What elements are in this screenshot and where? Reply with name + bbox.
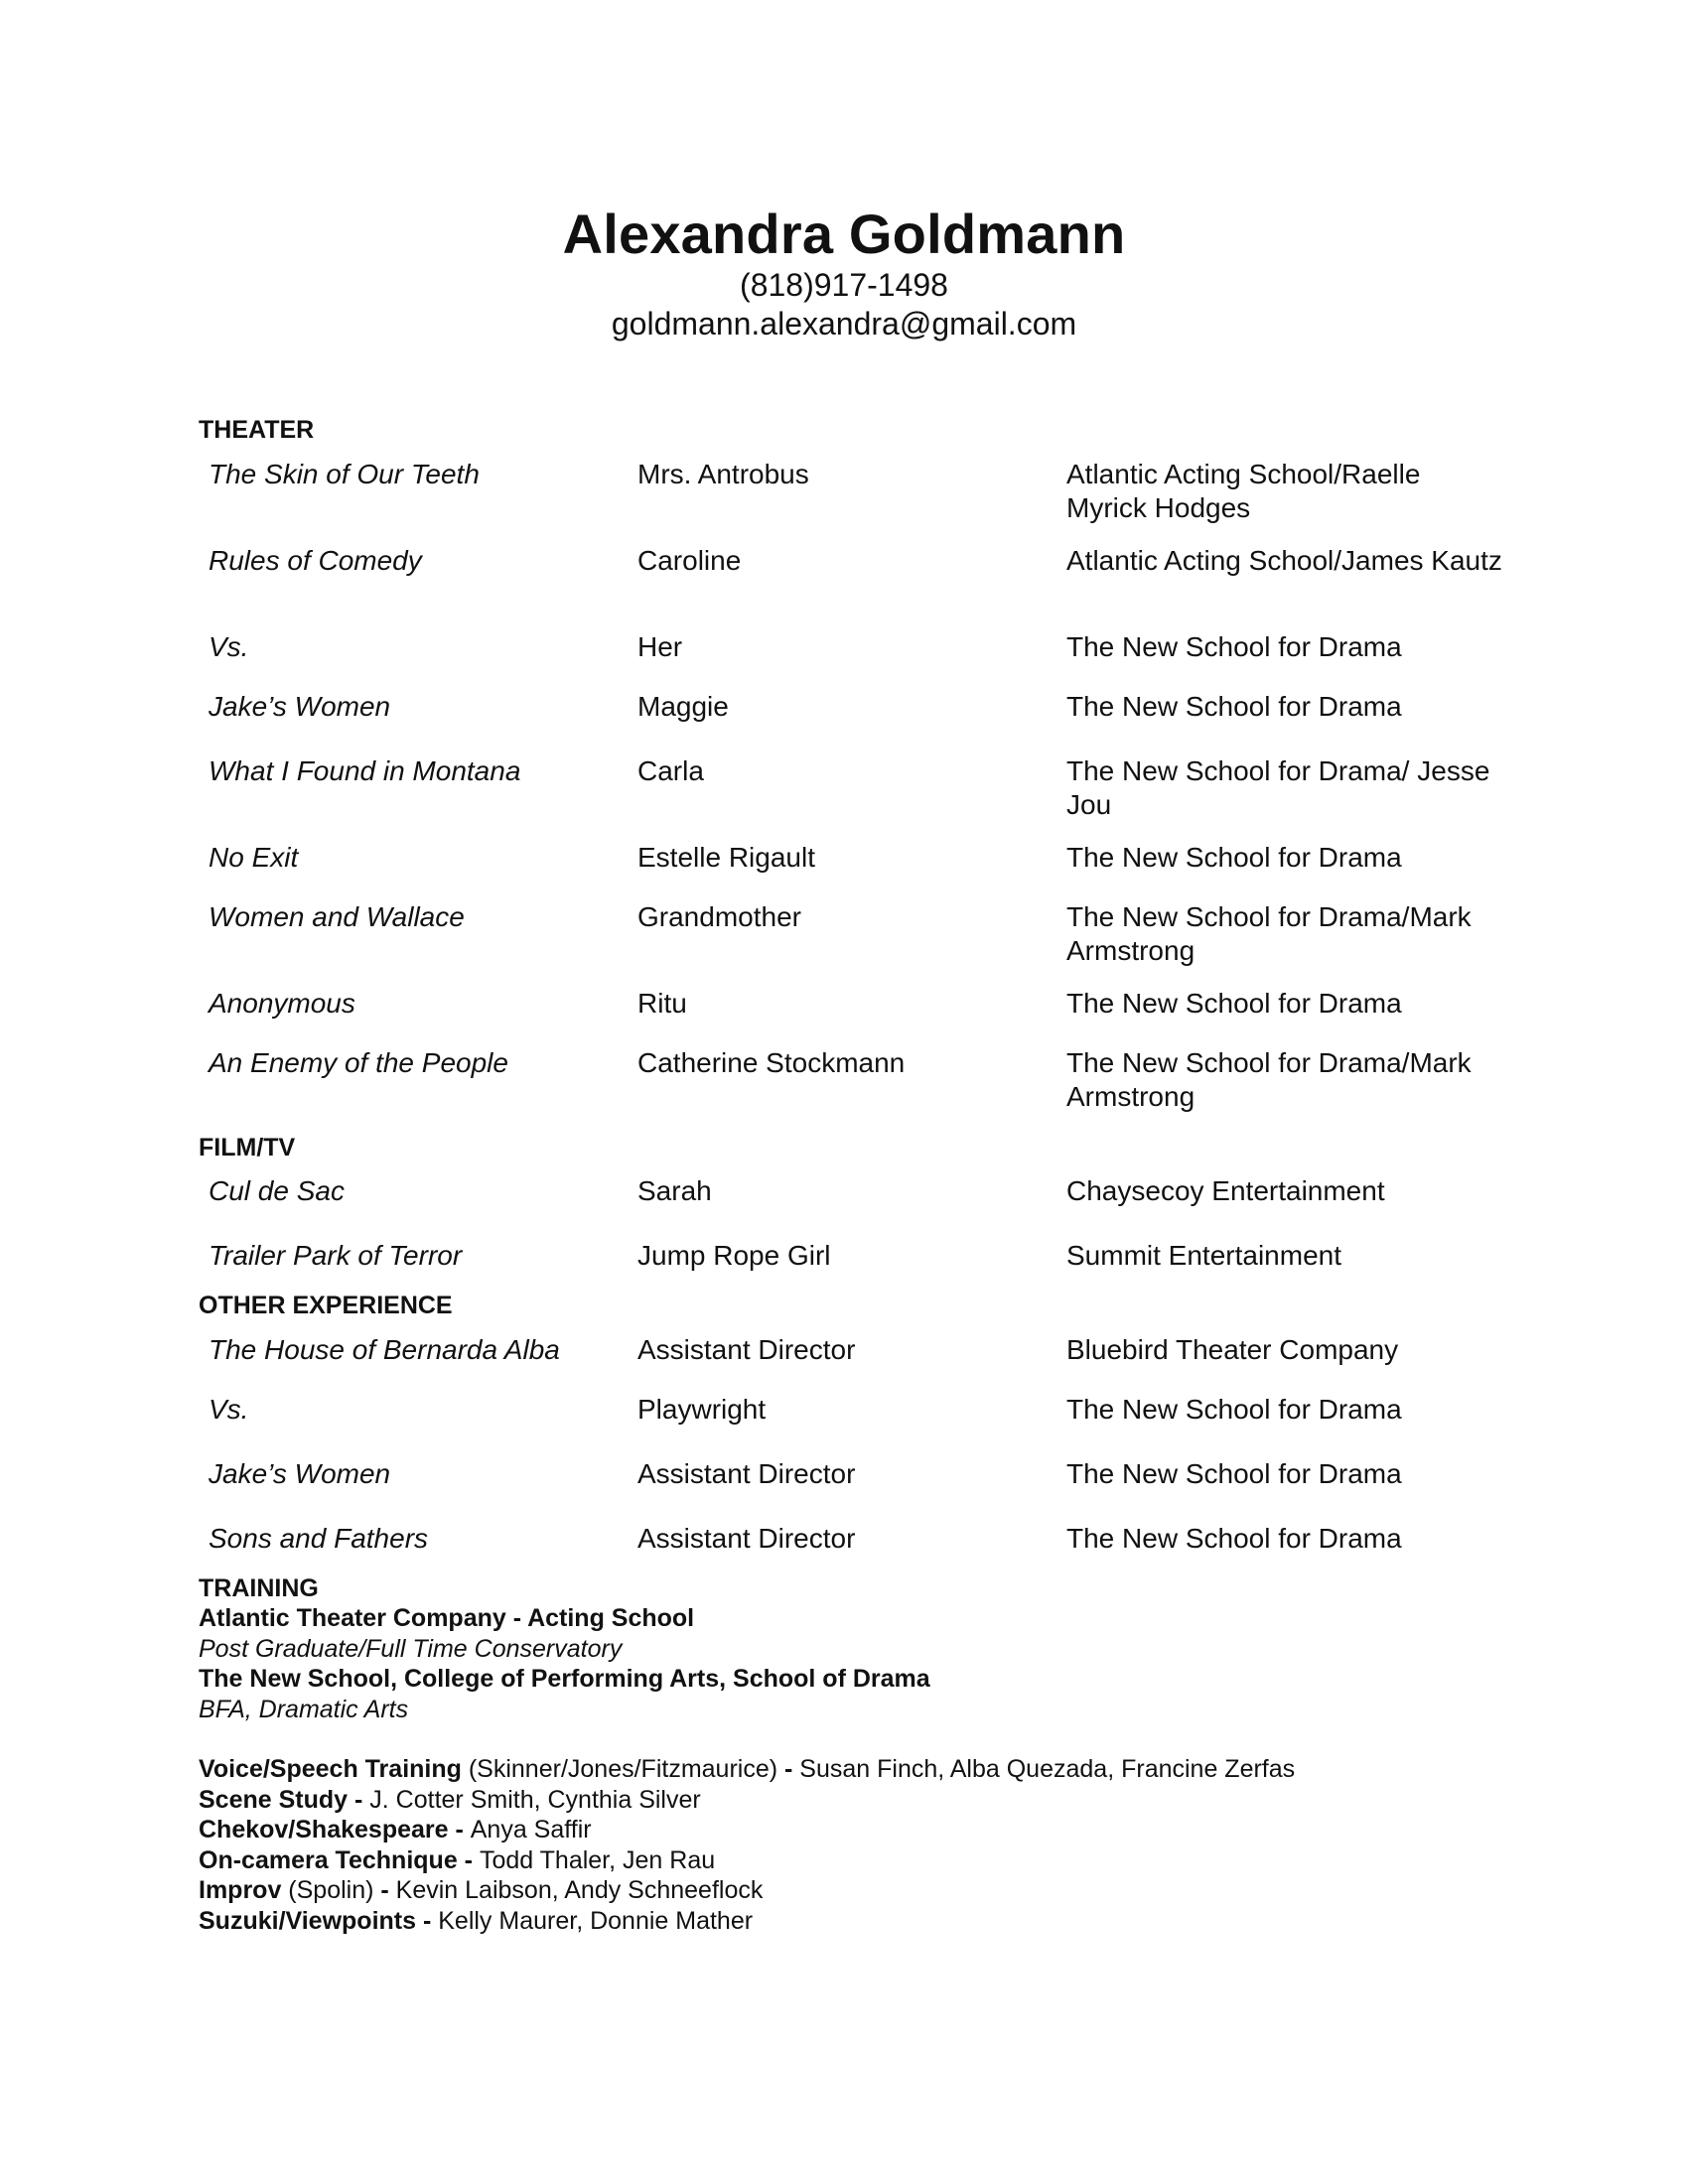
class-teachers: Kelly Maurer, Donnie Mather [438,1906,754,1935]
phone-number: (818)917-1498 [740,267,948,303]
credit-company: The New School for Drama [1066,988,1402,1019]
credit-row [199,1174,1489,1239]
credit-company: Bluebird Theater Company [1066,1334,1399,1365]
credit-title: Vs. [209,631,249,662]
credit-row [199,1046,1489,1133]
credit-company: The New School for Drama [1066,631,1402,662]
training-class [199,1906,1489,1937]
credit-title: The Skin of Our Teeth [209,459,480,489]
credit-title: Trailer Park of Terror [209,1240,463,1271]
section-heading-training: TRAINING [199,1574,319,1602]
credit-title: Sons and Fathers [209,1523,429,1554]
credit-role: Catherine Stockmann [637,1047,906,1078]
class-teachers: Anya Saffir [470,1816,592,1843]
email-address: goldmann.alexandra@gmail.com [611,306,1077,341]
training-class [199,1754,1489,1785]
credit-row [199,987,1489,1046]
credit-title: Women and Wallace [209,901,465,932]
credit-company: Atlantic Acting School/Raelle Myrick Hodges [1066,459,1421,523]
training-class [199,1875,1489,1906]
credit-title: The House of Bernarda Alba [209,1334,560,1365]
class-separator: - [777,1755,800,1783]
resume-body [199,415,1502,1936]
credit-title: Vs. [209,1394,249,1425]
credit-row [199,1522,1489,1573]
training-class [199,1785,1489,1816]
credit-title: Jake’s Women [209,1458,391,1489]
credit-company: The New School for Drama [1066,1394,1402,1425]
credit-row [199,690,1489,754]
class-teachers: Kevin Laibson, Andy Schneeflock [395,1876,764,1904]
credit-company: The New School for Drama/Mark Armstrong [1066,901,1472,966]
class-separator: - [348,1785,370,1814]
credit-title: Cul de Sac [209,1175,345,1206]
class-separator: - [457,1845,480,1874]
class-subject: Voice/Speech Training [199,1755,462,1783]
credit-row [199,841,1489,900]
class-teachers: Susan Finch, Alba Quezada, Francine Zerfas [799,1755,1296,1783]
training-class [199,1815,1489,1845]
credit-company: Summit Entertainment [1066,1240,1341,1271]
class-subject: Suzuki/Viewpoints [199,1906,417,1935]
credit-company: The New School for Drama/Mark Armstrong [1066,1047,1472,1112]
credit-title: No Exit [209,842,299,873]
training-program: Post Graduate/Full Time Conservatory [199,1634,623,1663]
credit-role: Sarah [637,1175,712,1206]
class-subject: Scene Study [199,1785,349,1814]
credit-row [199,630,1489,690]
class-note: (Spolin) [281,1876,374,1904]
credit-company: The New School for Drama [1066,1458,1402,1489]
credit-row [199,754,1489,841]
credit-row [199,544,1502,630]
credit-role: Assistant Director [637,1458,856,1489]
credit-role: Mrs. Antrobus [637,459,809,489]
credit-company: The New School for Drama [1066,691,1402,722]
credit-company: The New School for Drama [1066,842,1402,873]
class-subject: On-camera Technique [199,1845,458,1874]
training-school: The New School, College of Performing Arts, School of Drama [199,1665,930,1693]
credit-row [199,900,1489,987]
class-note: (Skinner/Jones/Fitzmaurice) [461,1755,778,1783]
class-teachers: J. Cotter Smith, Cynthia Silver [369,1785,701,1814]
credit-title: Jake’s Women [209,691,391,722]
credit-role: Ritu [637,988,687,1019]
credit-role: Caroline [637,545,742,576]
credit-title: Rules of Comedy [209,545,422,576]
class-subject: Chekov/Shakespeare [199,1816,449,1843]
training-school: Atlantic Theater Company - Acting School [199,1604,695,1632]
credit-role: Maggie [637,691,729,722]
class-separator: - [448,1816,471,1843]
training-class [199,1845,1489,1876]
credit-title: An Enemy of the People [209,1047,508,1078]
credit-title: Anonymous [209,988,355,1019]
credit-row [199,1393,1489,1457]
credit-role: Her [637,631,683,662]
credit-role: Assistant Director [637,1523,856,1554]
credit-company: Atlantic Acting School/James Kautz [1066,545,1502,576]
credit-company: The New School for Drama [1066,1523,1402,1554]
resume-header [0,203,1688,343]
credit-role: Assistant Director [637,1334,856,1365]
actor-name: Alexandra Goldmann [562,203,1126,265]
credit-role: Jump Rope Girl [637,1240,831,1271]
section-heading-other-experience: OTHER EXPERIENCE [199,1292,453,1319]
credit-row [199,1333,1489,1393]
credit-row [199,1239,1489,1291]
credit-role: Playwright [637,1394,767,1425]
credit-title: What I Found in Montana [209,755,521,786]
credit-row [199,458,1489,544]
credit-role: Estelle Rigault [637,842,815,873]
credit-row [199,1457,1489,1522]
class-separator: - [416,1906,439,1935]
class-teachers: Todd Thaler, Jen Rau [479,1845,716,1874]
credit-company: Chaysecoy Entertainment [1066,1175,1385,1206]
section-heading-theater: THEATER [199,416,315,444]
class-subject: Improv [199,1876,282,1904]
credit-role: Grandmother [637,901,801,932]
credit-company: The New School for Drama/ Jesse Jou [1066,755,1490,820]
training-program: BFA, Dramatic Arts [199,1695,409,1723]
section-heading-film-tv: FILM/TV [199,1134,296,1161]
credit-role: Carla [637,755,704,786]
class-separator: - [373,1876,396,1904]
